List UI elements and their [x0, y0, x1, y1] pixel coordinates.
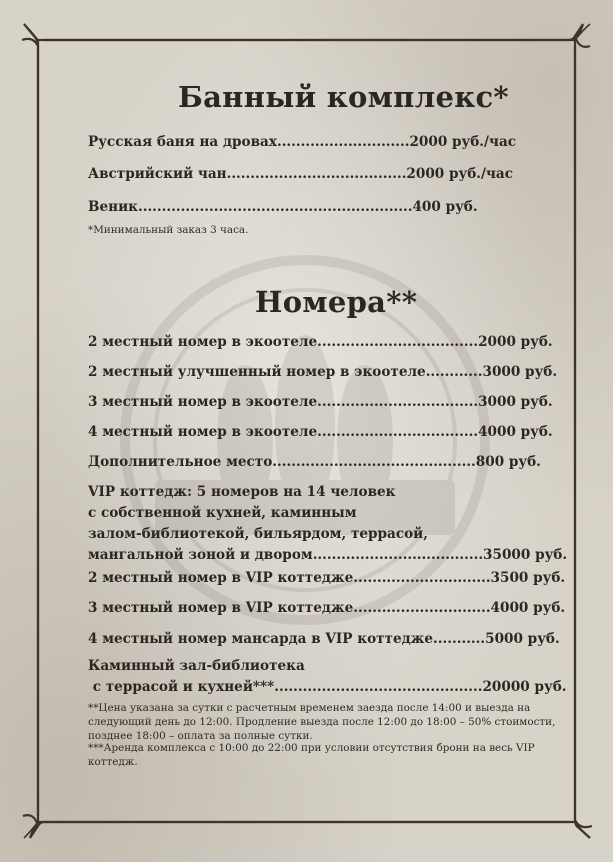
room-item-3-eco: 3 местный номер в экоотеле..................................3000 руб. — [88, 394, 553, 410]
room-item-vip-cottage: VIP коттедж: 5 номеров на 14 человек с собственной кухней, каминным залом-библиотекой, бильярдом, террасой, мангальной зоной и двором....................................35000 руб. — [88, 484, 568, 563]
room-item-vip-4-mansard: 4 местный номер мансарда в VIP коттедже...........5000 руб. — [88, 631, 560, 647]
room-item-vip-2: 2 местный номер в VIP коттедже.............................3500 руб. — [88, 570, 566, 586]
bath-note: *Минимальный заказ 3 часа. — [88, 224, 249, 236]
room-item-extra-bed: Дополнительное место...........................................800 руб. — [88, 454, 541, 470]
bath-item-russian-banya: Русская баня на дровах............................2000 руб./час — [88, 134, 517, 150]
room-item-vip-3: 3 местный номер в VIP коттедже.............................4000 руб. — [88, 600, 566, 616]
room-item-2-eco-improved: 2 местный улучшенный номер в экоотеле............3000 руб. — [88, 364, 558, 380]
bath-item-venik: Веник..........................................................400 руб. — [88, 199, 478, 215]
room-item-fireplace-hall: Каминный зал-библиотека с террасой и кухней***............................................20000 руб. — [88, 658, 567, 695]
bath-complex-title: Банный комплекс* — [178, 80, 509, 114]
rooms-note-2: ***Аренда комплекса с 10:00 до 22:00 при условии отсутствия брони на весь VIP коттедж. — [88, 742, 535, 768]
room-item-4-eco: 4 местный номер в экоотеле..................................4000 руб. — [88, 424, 553, 440]
bath-item-austrian-vat: Австрийский чан......................................2000 руб./час — [88, 166, 513, 182]
room-item-2-eco: 2 местный номер в экоотеле..................................2000 руб. — [88, 334, 553, 350]
rooms-note-1: **Цена указана за сутки с расчетным временем заезда после 14:00 и выезда на следующий день до 12:00. Продление выезда после 12:00 до 18:00 – 50% стоимости, позднее 18:00 – оплата за полные сутки. — [88, 702, 556, 742]
rooms-title: Номера** — [255, 285, 418, 319]
